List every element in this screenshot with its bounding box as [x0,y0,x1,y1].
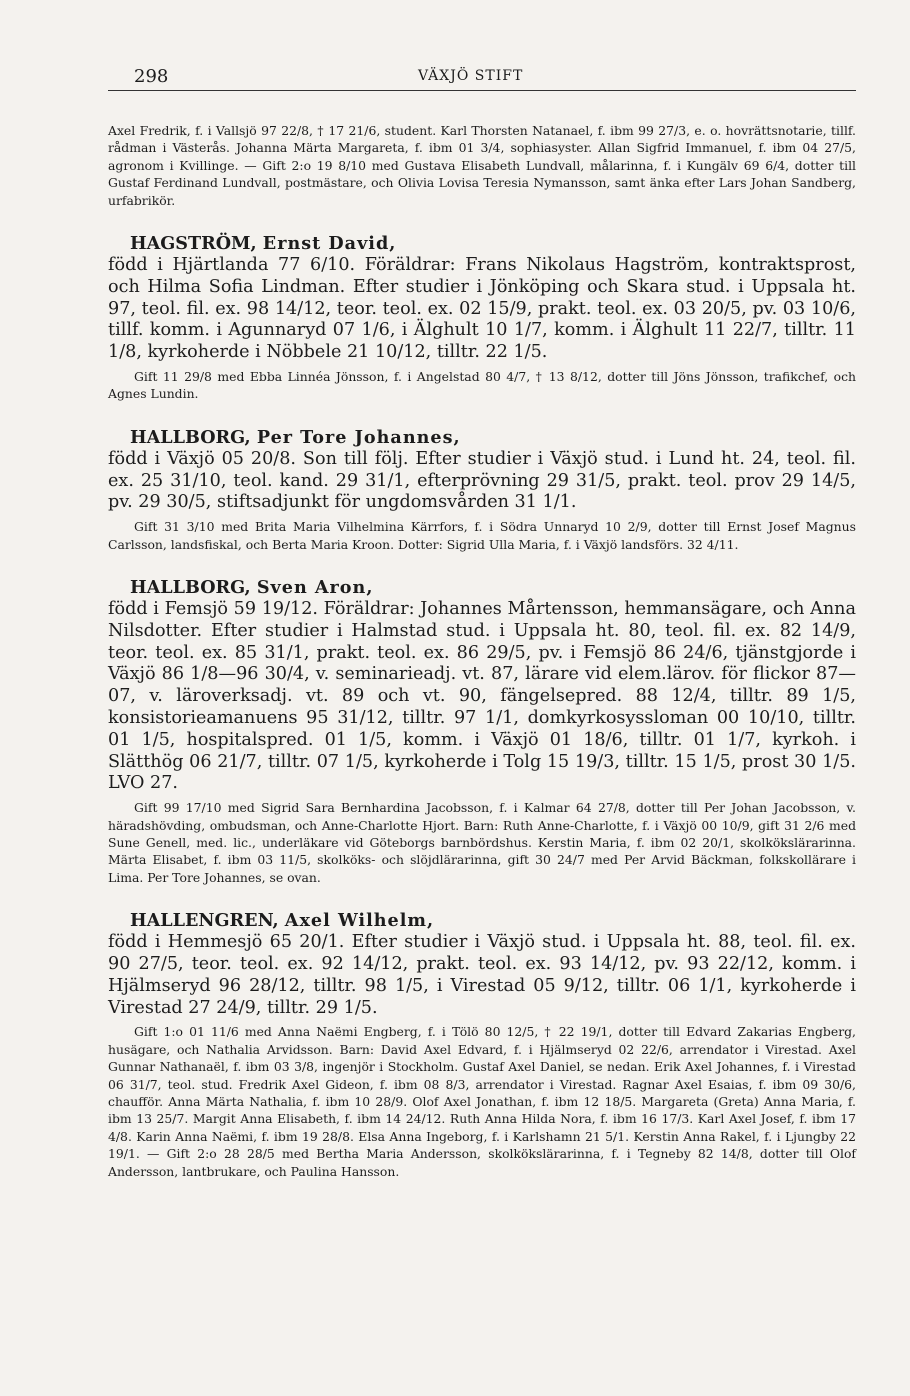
entry-surname: HAGSTRÖM, [130,233,257,255]
entry-career: född i Femsjö 59 19/12. Föräldrar: Johannes Mårtensson, hemmansägare, och Anna Nilsdotter. Efter studier i Halmstad stud. i Uppsala ht. 80, teol. fil. ex. 82 14/9, teor. teol. ex. 85 31/1, prakt. teol. ex. 86 29/5, pv. i Femsjö 86 24/6, tjänstgjorde i Växjö 86 1/8—96 30/4, v. seminarieadj. vt. 87, lärare vid elem.lärov. för flickor 87—07, v. läroverksadj. vt. 89 och vt. 90, fängelsepred. 88 12/4, tilltr. 89 1/5, konsistorieamanuens 95 31/12, tilltr. 97 1/1, domkyrkosyssloman 00 10/10, tilltr. 01 1/5, hospitalspred. 01 1/5, komm. i Växjö 01 18/6, tilltr. 01 1/7, kyrkoh. i Slätthög 06 21/7, tilltr. 07 1/5, kyrkoherde i Tolg 15 19/3, tilltr. 15 1/5, prost 30 1/5. LVO 27. [108,599,856,794]
biography-entry [108,577,856,886]
entry-career: född i Växjö 05 20/8. Son till följ. Efter studier i Växjö stud. i Lund ht. 24, teol. fil. ex. 25 31/10, teol. kand. 29 31/1, efterprövning 29 31/5, prakt. teol. prov 29 14/5, pv. 29 30/5, stiftsadjunkt för ungdomsvården 31 1/1. [108,448,856,513]
entry-surname: HALLBORG, [130,577,251,599]
entry-family: Gift 31 3/10 med Brita Maria Vilhelmina Kärrfors, f. i Södra Unnaryd 10 2/9, dotter till Ernst Josef Magnus Carlsson, landsfiskal, och Berta Maria Kroon. Dotter: Sigrid Ulla Maria, f. i Växjö landsförs. 32 4/11. [108,519,856,552]
entry-given-names: Sven Aron, [256,577,374,599]
entry-career: född i Hjärtlanda 77 6/10. Föräldrar: Frans Nikolaus Hagström, kontraktsprost, och Hilma Sofia Lindman. Efter studier i Jönköping och Skara stud. i Uppsala ht. 97, teol. fil. ex. 98 14/12, teor. teol. ex. 02 15/9, prakt. teol. ex. 03 20/5, pv. 03 10/6, tillf. komm. i Agunnaryd 07 1/6, i Älghult 10 1/7, komm. i Älghult 11 22/7, tilltr. 11 1/8, kyrkoherde i Nöbbele 21 10/12, tilltr. 22 1/5. [108,255,856,363]
page-number: 298 [134,66,169,87]
biography-entry [108,910,856,1180]
entry-heading [130,910,856,932]
entry-family: Gift 1:o 01 11/6 med Anna Naëmi Engberg, f. i Tölö 80 12/5, † 22 19/1, dotter till Edvard Zakarias Engberg, husägare, och Nathalia Arvidsson. Barn: David Axel Edvard, f. i Hjälmseryd 02 22/6, arrendator i Virestad. Axel Gunnar Nathanaël, f. ibm 03 3/8, ingenjör i Stockholm. Gustaf Axel Daniel, se nedan. Erik Axel Johannes, f. i Virestad 06 31/7, teol. stud. Fredrik Axel Gideon, f. ibm 08 8/3, arrendator i Virestad. Ragnar Axel Esaias, f. ibm 09 30/6, chaufför. Anna Märta Nathalia, f. ibm 10 28/9. Olof Axel Jonathan, f. ibm 12 18/5. Margareta (Greta) Anna Maria, f. ibm 13 25/7. Margit Anna Elisabeth, f. ibm 14 24/12. Ruth Anna Hilda Nora, f. ibm 16 17/3. Karl Axel Josef, f. ibm 17 4/8. Karin Anna Naëmi, f. ibm 19 28/8. Elsa Anna Ingeborg, f. i Karlshamn 21 5/1. Kerstin Anna Rakel, f. i Ljungby 22 19/1. — Gift 2:o 28 28/5 med Bertha Maria Andersson, skolkökslärarinna, f. i Tegneby 82 14/8, dotter till Olof Andersson, lantbrukare, och Paulina Hansson. [108,1024,856,1179]
biography-entry [108,233,856,403]
entry-heading [130,233,856,255]
running-title: VÄXJÖ STIFT [418,68,524,84]
entry-given-names: Ernst David, [262,233,397,255]
biography-entry [108,427,856,553]
entry-given-names: Axel Wilhelm, [284,910,435,932]
entry-career: född i Hemmesjö 65 20/1. Efter studier i Växjö stud. i Uppsala ht. 88, teol. fil. ex. 90 27/5, teor. teol. ex. 92 14/12, prakt. teol. ex. 93 14/12, pv. 93 22/12, komm. i Hjälmseryd 96 28/12, tilltr. 98 1/5, i Virestad 05 9/12, tilltr. 06 1/1, kyrkoherde i Virestad 27 24/9, tilltr. 29 1/5. [108,932,856,1018]
entry-heading [130,427,856,449]
entry-family: Gift 11 29/8 med Ebba Linnéa Jönsson, f. i Angelstad 80 4/7, † 13 8/12, dotter till Jöns Jönsson, trafikchef, och Agnes Lundin. [108,369,856,402]
page-content [108,122,856,1180]
entry-family: Gift 99 17/10 med Sigrid Sara Bernhardina Jacobsson, f. i Kalmar 64 27/8, dotter till Per Johan Jacobsson, v. häradshövding, ombudsman, och Anne-Charlotte Hjort. Barn: Ruth Anne-Charlotte, f. i Växjö 00 10/9, gift 31 2/6 med Sune Genell, med. lic., underläkare vid Göteborgs barnbördshus. Kerstin Maria, f. ibm 02 20/1, skolkökslärarinna. Märta Elisabet, f. ibm 03 11/5, skolköks- och slöjdlärarinna, gift 30 24/7 med Per Arvid Bäckman, folkskollärare i Lima. Per Tore Johannes, se ovan. [108,800,856,885]
entry-surname: HALLBORG, [130,426,251,448]
entry-given-names: Per Tore Johannes, [256,426,461,448]
entry-surname: HALLENGREN, [130,910,279,932]
entry-heading [130,577,856,599]
previous-entry-continuation: Axel Fredrik, f. i Vallsjö 97 22/8, † 17 21/6, student. Karl Thorsten Natanael, f. ibm 99 27/3, e. o. hovrättsnotarie, tillf. rådman i Västerås. Johanna Märta Margareta, f. ibm 01 3/4, sophiasyster. Allan Sigfrid Immanuel, f. ibm 04 27/5, agronom i Kvillinge. — Gift 2:o 19 8/10 med Gustava Elisabeth Lundvall, målarinna, f. i Kungälv 69 6/4, dotter till Gustaf Ferdinand Lundvall, postmästare, och Olivia Lovisa Teresia Nymansson, samt änka efter Lars Johan Sandberg, urfabrikör. [108,123,856,208]
page-header [108,62,856,91]
